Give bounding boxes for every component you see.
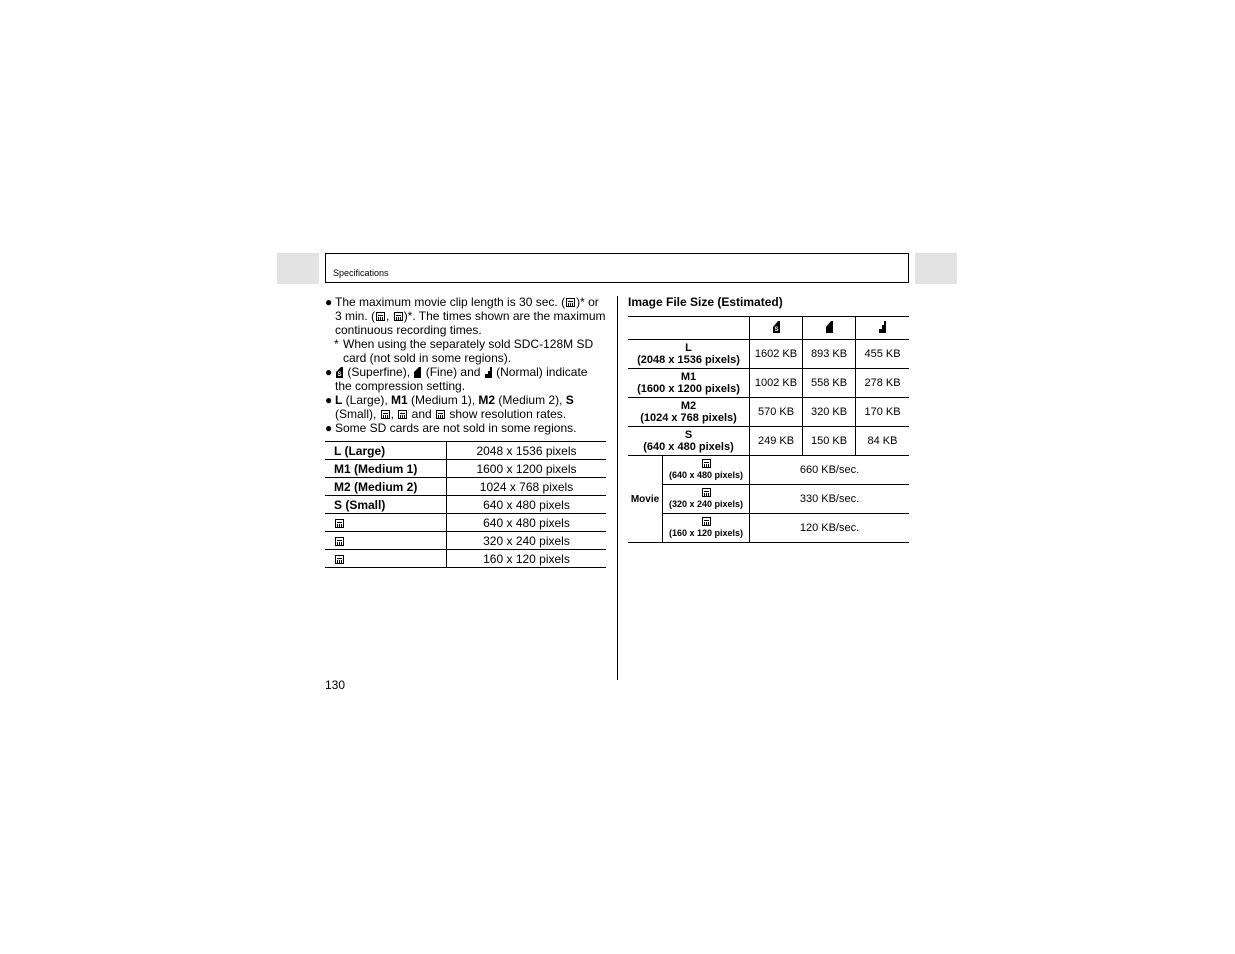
column-divider <box>617 296 618 680</box>
bullet-compression: ● S (Superfine), (Fine) and (Normal) indicate the compression setting. <box>325 365 588 393</box>
table-row: L (Large) 2048 x 1536 pixels <box>325 442 606 460</box>
movie-320-icon <box>335 537 344 546</box>
svg-text:S: S <box>337 372 342 378</box>
bullet-dot: ● <box>325 295 333 309</box>
movie-640-icon <box>381 410 390 419</box>
bullet-resolution: ● L (Large), M1 (Medium 1), M2 (Medium 2), S (Small), , and show resolution rates. <box>325 393 574 421</box>
table-row: M2 (1024 x 768 pixels) 570 KB 320 KB 170 KB <box>628 398 909 427</box>
movie-160-icon <box>394 312 403 321</box>
left-tab-marker <box>277 253 319 284</box>
table-row: M1 (Medium 1) 1600 x 1200 pixels <box>325 460 606 478</box>
resolution-table <box>325 441 606 568</box>
movie-320-icon <box>702 488 711 497</box>
table-row: 640 x 480 pixels <box>325 514 606 532</box>
movie-160-icon <box>436 410 445 419</box>
table-row: Movie (640 x 480 pixels) 660 KB/sec. <box>628 456 909 485</box>
movie-160-icon <box>335 555 344 564</box>
page-header <box>325 253 909 283</box>
fine-icon <box>413 367 422 378</box>
table-row: (320 x 240 pixels) 330 KB/sec. <box>628 485 909 514</box>
fine-icon <box>825 321 834 333</box>
movie-320-icon <box>376 312 385 321</box>
movie-320-icon <box>398 410 407 419</box>
table-row: M1 (1600 x 1200 pixels) 1002 KB 558 KB 278 KB <box>628 369 909 398</box>
table-row: M2 (Medium 2) 1024 x 768 pixels <box>325 478 606 496</box>
notes-column <box>325 295 607 435</box>
superfine-icon <box>772 321 781 333</box>
table-row: S (640 x 480 pixels) 249 KB 150 KB 84 KB <box>628 427 909 456</box>
movie-label: Movie <box>628 456 663 543</box>
page-number: 130 <box>325 678 346 692</box>
movie-640-icon <box>702 459 711 468</box>
normal-icon <box>484 367 493 378</box>
svg-text:S: S <box>773 326 779 333</box>
movie-640-icon <box>335 519 344 528</box>
header-title: Specifications <box>333 268 389 278</box>
table-row: S (Small) 640 x 480 pixels <box>325 496 606 514</box>
movie-160-icon <box>702 517 711 526</box>
table-row: L (2048 x 1536 pixels) 1602 KB 893 KB 455 KB <box>628 340 909 369</box>
table-row: (160 x 120 pixels) 120 KB/sec. <box>628 514 909 543</box>
file-size-title: Image File Size (Estimated) <box>628 295 783 309</box>
table-header-row <box>628 317 909 340</box>
normal-icon <box>878 321 887 333</box>
right-tab-marker <box>915 253 957 284</box>
file-size-table <box>628 316 909 543</box>
footnote: * When using the separately sold SDC-128M SD card (not sold in some regions). <box>334 337 594 365</box>
movie-640-icon <box>566 298 575 307</box>
bullet-movie-length: ● The maximum movie clip length is 30 sec. ( )* or 3 min. ( , )*. The times shown are the maximum continuous recording times. <box>325 295 606 337</box>
table-row: 160 x 120 pixels <box>325 550 606 568</box>
table-row: 320 x 240 pixels <box>325 532 606 550</box>
bullet-sd-cards: ● Some SD cards are not sold in some regions. <box>325 421 577 435</box>
superfine-icon <box>335 367 344 378</box>
